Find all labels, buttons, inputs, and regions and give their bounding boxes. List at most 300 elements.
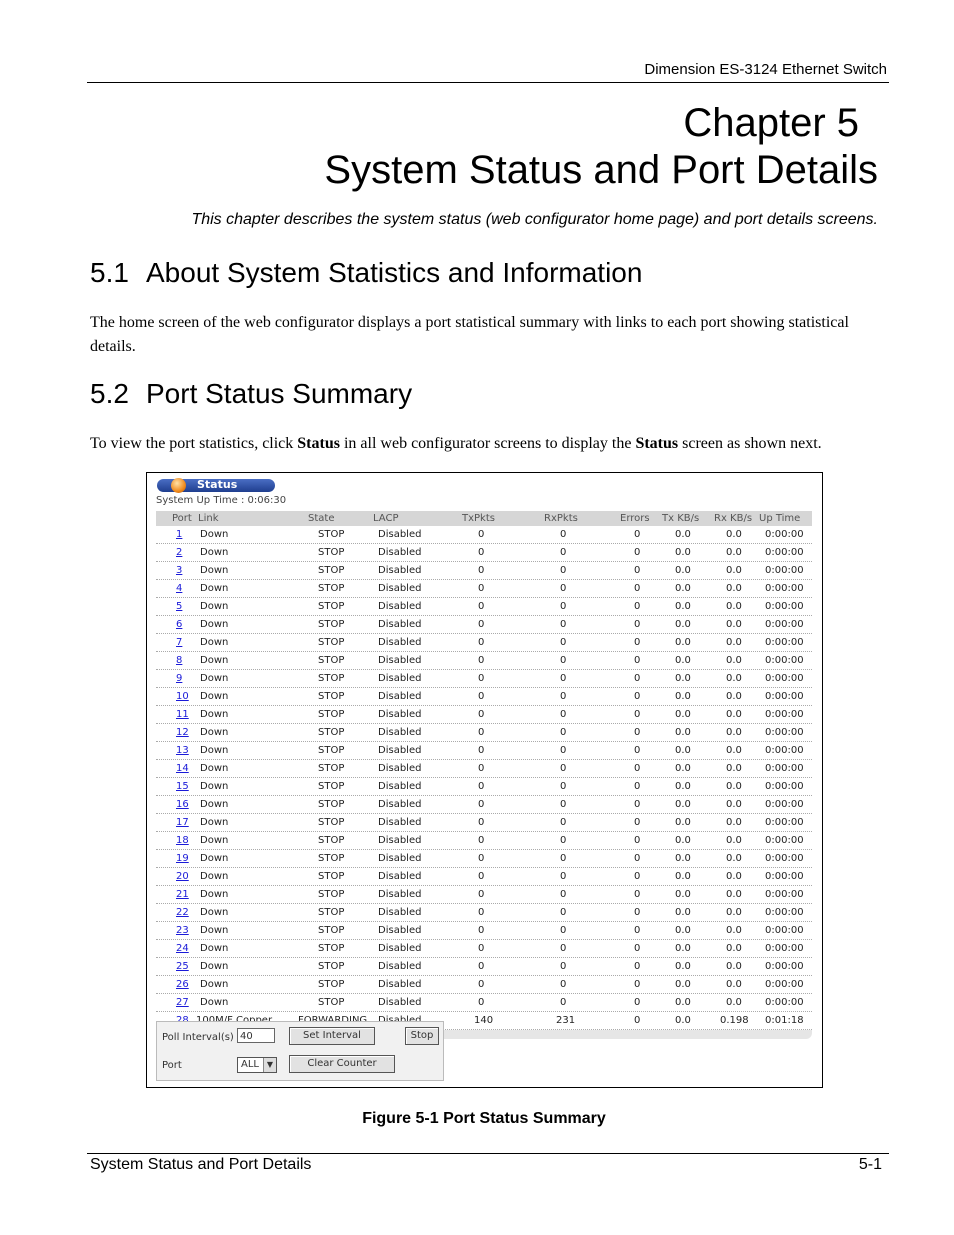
cell-lacp: Disabled — [378, 799, 422, 810]
cell-errors: 0 — [634, 817, 641, 828]
cell-tx-kbs: 0.0 — [675, 1015, 691, 1026]
cell-lacp: Disabled — [378, 925, 422, 936]
cell-uptime: 0:00:00 — [765, 655, 804, 666]
cell-tx-kbs: 0.0 — [675, 997, 691, 1008]
cell-link: Down — [200, 583, 229, 594]
status-screenshot — [146, 472, 823, 1088]
cell-state: STOP — [318, 673, 345, 684]
cell-tx-kbs: 0.0 — [675, 637, 691, 648]
cell-txpkts: 0 — [478, 817, 485, 828]
cell-link: Down — [200, 763, 229, 774]
port-link[interactable]: 19 — [176, 853, 189, 864]
cell-tx-kbs: 0.0 — [675, 979, 691, 990]
cell-errors: 0 — [634, 997, 641, 1008]
cell-state: STOP — [318, 781, 345, 792]
cell-link: Down — [200, 925, 229, 936]
section-5-2-paragraph — [90, 432, 870, 456]
cell-link: Down — [200, 529, 229, 540]
cell-link: Down — [200, 853, 229, 864]
cell-link: Down — [200, 745, 229, 756]
cell-link: Down — [200, 835, 229, 846]
cell-rxpkts: 0 — [560, 943, 567, 954]
cell-uptime: 0:00:00 — [765, 709, 804, 720]
cell-errors: 0 — [634, 907, 641, 918]
cell-errors: 0 — [634, 871, 641, 882]
table-row — [156, 670, 812, 688]
cell-tx-kbs: 0.0 — [675, 817, 691, 828]
cell-rx-kbs: 0.0 — [726, 727, 742, 738]
cell-link: Down — [200, 691, 229, 702]
table-row — [156, 886, 812, 904]
table-row — [156, 940, 812, 958]
cell-lacp: Disabled — [378, 709, 422, 720]
cell-errors: 0 — [634, 583, 641, 594]
port-link[interactable]: 15 — [176, 781, 189, 792]
cell-link: Down — [200, 565, 229, 576]
cell-uptime: 0:00:00 — [765, 529, 804, 540]
port-link[interactable]: 13 — [176, 745, 189, 756]
cell-txpkts: 0 — [478, 835, 485, 846]
cell-errors: 0 — [634, 835, 641, 846]
cell-rxpkts: 0 — [560, 619, 567, 630]
cell-uptime: 0:00:00 — [765, 943, 804, 954]
cell-txpkts: 0 — [478, 781, 485, 792]
cell-rx-kbs: 0.0 — [726, 943, 742, 954]
port-link[interactable]: 11 — [176, 709, 189, 720]
table-row — [156, 976, 812, 994]
cell-link: Down — [200, 619, 229, 630]
col-header-rxpkts: RxPkts — [544, 513, 578, 524]
table-row — [156, 724, 812, 742]
cell-errors: 0 — [634, 745, 641, 756]
cell-link: Down — [200, 943, 229, 954]
port-select[interactable] — [237, 1057, 277, 1073]
cell-state: STOP — [318, 871, 345, 882]
col-header-state: State — [308, 513, 335, 524]
cell-uptime: 0:00:00 — [765, 817, 804, 828]
cell-lacp: Disabled — [378, 961, 422, 972]
table-row — [156, 832, 812, 850]
para-bold: Status — [635, 435, 679, 452]
status-tab[interactable] — [157, 479, 275, 492]
port-link[interactable]: 27 — [176, 997, 189, 1008]
cell-state: STOP — [318, 637, 345, 648]
cell-uptime: 0:00:00 — [765, 673, 804, 684]
cell-uptime: 0:00:00 — [765, 619, 804, 630]
cell-rxpkts: 0 — [560, 583, 567, 594]
cell-tx-kbs: 0.0 — [675, 529, 691, 540]
cell-errors: 0 — [634, 547, 641, 558]
cell-uptime: 0:00:00 — [765, 745, 804, 756]
table-row — [156, 850, 812, 868]
cell-state: STOP — [318, 727, 345, 738]
table-row — [156, 706, 812, 724]
cell-txpkts: 0 — [478, 727, 485, 738]
col-header-tx-kbs: Tx KB/s — [662, 513, 700, 524]
cell-lacp: Disabled — [378, 601, 422, 612]
cell-rxpkts: 0 — [560, 817, 567, 828]
cell-rx-kbs: 0.0 — [726, 781, 742, 792]
cell-errors: 0 — [634, 565, 641, 576]
table-row — [156, 526, 812, 544]
cell-errors: 0 — [634, 691, 641, 702]
cell-txpkts: 0 — [478, 907, 485, 918]
cell-errors: 0 — [634, 889, 641, 900]
cell-txpkts: 0 — [478, 673, 485, 684]
cell-link: Down — [200, 637, 229, 648]
port-link[interactable]: 7 — [176, 637, 183, 648]
para-text: To view the port statistics, click — [90, 435, 298, 452]
set-interval-button[interactable]: Set Interval — [289, 1027, 375, 1045]
cell-errors: 0 — [634, 709, 641, 720]
port-status-table — [156, 511, 812, 1039]
cell-tx-kbs: 0.0 — [675, 853, 691, 864]
cell-txpkts: 0 — [478, 601, 485, 612]
cell-state: STOP — [318, 961, 345, 972]
cell-uptime: 0:00:00 — [765, 637, 804, 648]
cell-tx-kbs: 0.0 — [675, 763, 691, 774]
table-row — [156, 922, 812, 940]
cell-rx-kbs: 0.0 — [726, 583, 742, 594]
cell-rxpkts: 0 — [560, 565, 567, 576]
cell-uptime: 0:00:00 — [765, 763, 804, 774]
cell-rxpkts: 0 — [560, 763, 567, 774]
cell-tx-kbs: 0.0 — [675, 601, 691, 612]
cell-uptime: 0:00:00 — [765, 871, 804, 882]
header-rule — [87, 82, 889, 83]
port-link[interactable]: 8 — [176, 655, 183, 666]
cell-rxpkts: 0 — [560, 529, 567, 540]
cell-uptime: 0:00:00 — [765, 997, 804, 1008]
cell-txpkts: 0 — [478, 583, 485, 594]
cell-tx-kbs: 0.0 — [675, 799, 691, 810]
cell-rxpkts: 0 — [560, 673, 567, 684]
cell-state: STOP — [318, 745, 345, 756]
table-row — [156, 760, 812, 778]
cell-uptime: 0:00:00 — [765, 727, 804, 738]
table-row — [156, 796, 812, 814]
section-title: About System Statistics and Information — [146, 257, 643, 288]
cell-state: STOP — [318, 619, 345, 630]
port-link[interactable]: 26 — [176, 979, 189, 990]
cell-rxpkts: 0 — [560, 799, 567, 810]
cell-errors: 0 — [634, 961, 641, 972]
section-heading-5-1 — [90, 257, 642, 289]
cell-uptime: 0:00:00 — [765, 961, 804, 972]
table-row — [156, 958, 812, 976]
cell-txpkts: 0 — [478, 745, 485, 756]
cell-txpkts: 0 — [478, 799, 485, 810]
cell-rxpkts: 0 — [560, 889, 567, 900]
cell-lacp: Disabled — [378, 529, 422, 540]
cell-state: STOP — [318, 601, 345, 612]
port-link[interactable]: 14 — [176, 763, 189, 774]
cell-uptime: 0:00:00 — [765, 781, 804, 792]
cell-tx-kbs: 0.0 — [675, 619, 691, 630]
port-link[interactable]: 18 — [176, 835, 189, 846]
port-link[interactable]: 2 — [176, 547, 183, 558]
port-link[interactable]: 6 — [176, 619, 183, 630]
cell-uptime: 0:00:00 — [765, 601, 804, 612]
cell-link: Down — [200, 961, 229, 972]
cell-rx-kbs: 0.0 — [726, 673, 742, 684]
cell-uptime: 0:00:00 — [765, 907, 804, 918]
cell-tx-kbs: 0.0 — [675, 565, 691, 576]
table-row — [156, 814, 812, 832]
table-body — [156, 526, 812, 1030]
table-row — [156, 580, 812, 598]
cell-txpkts: 0 — [478, 637, 485, 648]
cell-tx-kbs: 0.0 — [675, 907, 691, 918]
page-number: 5-1 — [858, 1156, 882, 1173]
cell-errors: 0 — [634, 619, 641, 630]
table-row — [156, 778, 812, 796]
cell-errors: 0 — [634, 637, 641, 648]
section-heading-5-2 — [90, 378, 412, 410]
table-row — [156, 868, 812, 886]
cell-errors: 0 — [634, 673, 641, 684]
cell-txpkts: 0 — [478, 547, 485, 558]
col-header-rx-kbs: Rx KB/s — [714, 513, 753, 524]
cell-link: Down — [200, 979, 229, 990]
cell-lacp: Disabled — [378, 907, 422, 918]
cell-lacp: Disabled — [378, 727, 422, 738]
cell-rxpkts: 0 — [560, 547, 567, 558]
cell-txpkts: 0 — [478, 943, 485, 954]
cell-state: STOP — [318, 997, 345, 1008]
table-row — [156, 994, 812, 1012]
cell-link: Down — [200, 997, 229, 1008]
cell-rxpkts: 0 — [560, 601, 567, 612]
cell-rxpkts: 0 — [560, 691, 567, 702]
section-5-1-paragraph: The home screen of the web configurator displays a port statistical summary with links to each port showing statistical details. — [90, 314, 849, 355]
cell-rx-kbs: 0.0 — [726, 745, 742, 756]
cell-errors: 0 — [634, 979, 641, 990]
cell-rxpkts: 0 — [560, 997, 567, 1008]
para-text: screen as shown next. — [678, 435, 822, 452]
cell-uptime: 0:00:00 — [765, 853, 804, 864]
cell-rx-kbs: 0.0 — [726, 853, 742, 864]
cell-rx-kbs: 0.0 — [726, 979, 742, 990]
cell-rx-kbs: 0.0 — [726, 997, 742, 1008]
cell-state: STOP — [318, 709, 345, 720]
cell-rxpkts: 0 — [560, 709, 567, 720]
port-link[interactable]: 17 — [176, 817, 189, 828]
port-link[interactable]: 10 — [176, 691, 189, 702]
port-link[interactable]: 23 — [176, 925, 189, 936]
port-link[interactable]: 4 — [176, 583, 183, 594]
cell-tx-kbs: 0.0 — [675, 655, 691, 666]
cell-lacp: Disabled — [378, 853, 422, 864]
running-header: Dimension ES-3124 Ethernet Switch — [644, 61, 887, 78]
cell-rxpkts: 0 — [560, 925, 567, 936]
cell-rx-kbs: 0.0 — [726, 925, 742, 936]
cell-tx-kbs: 0.0 — [675, 871, 691, 882]
cell-link: Down — [200, 673, 229, 684]
cell-errors: 0 — [634, 529, 641, 540]
port-link[interactable]: 22 — [176, 907, 189, 918]
port-link[interactable]: 9 — [176, 673, 183, 684]
cell-rx-kbs: 0.0 — [726, 799, 742, 810]
cell-txpkts: 0 — [478, 997, 485, 1008]
controls-panel — [156, 1021, 444, 1081]
table-row — [156, 742, 812, 760]
cell-rx-kbs: 0.0 — [726, 619, 742, 630]
cell-errors: 0 — [634, 763, 641, 774]
col-header-errors: Errors — [620, 513, 650, 524]
cell-txpkts: 0 — [478, 979, 485, 990]
port-link[interactable]: 21 — [176, 889, 189, 900]
cell-state: STOP — [318, 799, 345, 810]
cell-state: STOP — [318, 943, 345, 954]
system-uptime: System Up Time : 0:06:30 — [156, 495, 287, 506]
cell-lacp: Disabled — [378, 565, 422, 576]
cell-errors: 0 — [634, 655, 641, 666]
cell-lacp: Disabled — [378, 655, 422, 666]
cell-tx-kbs: 0.0 — [675, 547, 691, 558]
cell-uptime: 0:00:00 — [765, 889, 804, 900]
cell-rxpkts: 0 — [560, 637, 567, 648]
table-row — [156, 616, 812, 634]
cell-rxpkts: 0 — [560, 835, 567, 846]
cell-lacp: Disabled — [378, 745, 422, 756]
cell-tx-kbs: 0.0 — [675, 961, 691, 972]
cell-link: Down — [200, 871, 229, 882]
cell-rx-kbs: 0.0 — [726, 601, 742, 612]
cell-state: STOP — [318, 547, 345, 558]
cell-rx-kbs: 0.0 — [726, 709, 742, 720]
port-link[interactable]: 20 — [176, 871, 189, 882]
chapter-number: Chapter 5 — [683, 101, 859, 145]
cell-rx-kbs: 0.0 — [726, 655, 742, 666]
cell-uptime: 0:01:18 — [765, 1015, 804, 1026]
table-row — [156, 904, 812, 922]
cell-tx-kbs: 0.0 — [675, 583, 691, 594]
cell-state: STOP — [318, 907, 345, 918]
port-link[interactable]: 25 — [176, 961, 189, 972]
col-header-port: Port — [172, 513, 192, 524]
cell-rxpkts: 0 — [560, 871, 567, 882]
port-select-value: ALL — [241, 1059, 259, 1070]
cell-state: STOP — [318, 817, 345, 828]
cell-uptime: 0:00:00 — [765, 565, 804, 576]
cell-link: Down — [200, 709, 229, 720]
cell-state: STOP — [318, 583, 345, 594]
cell-lacp: Disabled — [378, 943, 422, 954]
cell-txpkts: 0 — [478, 889, 485, 900]
footer-rule — [87, 1153, 889, 1154]
cell-lacp: Disabled — [378, 979, 422, 990]
cell-rx-kbs: 0.0 — [726, 691, 742, 702]
cell-txpkts: 0 — [478, 763, 485, 774]
cell-txpkts: 0 — [478, 619, 485, 630]
cell-state: STOP — [318, 565, 345, 576]
col-header-txpkts: TxPkts — [462, 513, 495, 524]
para-bold: Status — [297, 435, 340, 452]
cell-tx-kbs: 0.0 — [675, 889, 691, 900]
section-title: Port Status Summary — [146, 378, 413, 409]
cell-tx-kbs: 0.0 — [675, 673, 691, 684]
port-link[interactable]: 5 — [176, 601, 183, 612]
cell-rxpkts: 0 — [560, 907, 567, 918]
footer-chapter-title: System Status and Port Details — [90, 1156, 312, 1173]
cell-rx-kbs: 0.0 — [726, 961, 742, 972]
cell-rxpkts: 0 — [560, 727, 567, 738]
cell-txpkts: 0 — [478, 565, 485, 576]
cell-txpkts: 0 — [478, 925, 485, 936]
cell-errors: 0 — [634, 925, 641, 936]
cell-tx-kbs: 0.0 — [675, 727, 691, 738]
cell-lacp: Disabled — [378, 619, 422, 630]
cell-link: Down — [200, 727, 229, 738]
cell-lacp: Disabled — [378, 583, 422, 594]
port-link[interactable]: 3 — [176, 565, 183, 576]
cell-lacp: Disabled — [378, 817, 422, 828]
cell-uptime: 0:00:00 — [765, 691, 804, 702]
cell-tx-kbs: 0.0 — [675, 835, 691, 846]
cell-errors: 0 — [634, 781, 641, 792]
poll-interval-input[interactable]: 40 — [237, 1028, 275, 1043]
cell-lacp: Disabled — [378, 691, 422, 702]
port-link[interactable]: 24 — [176, 943, 189, 954]
cell-txpkts: 0 — [478, 853, 485, 864]
cell-tx-kbs: 0.0 — [675, 691, 691, 702]
cell-state: STOP — [318, 655, 345, 666]
cell-errors: 0 — [634, 601, 641, 612]
cell-errors: 0 — [634, 943, 641, 954]
cell-rxpkts: 231 — [556, 1015, 576, 1026]
cell-state: STOP — [318, 763, 345, 774]
port-link[interactable]: 16 — [176, 799, 189, 810]
cell-rx-kbs: 0.0 — [726, 907, 742, 918]
cell-txpkts: 0 — [478, 529, 485, 540]
cell-rx-kbs: 0.0 — [726, 817, 742, 828]
poll-interval-label: Poll Interval(s) — [162, 1032, 234, 1043]
col-header-lacp: LACP — [373, 513, 399, 524]
clear-counter-button[interactable]: Clear Counter — [289, 1055, 395, 1073]
section-number: 5.1 — [90, 257, 129, 288]
col-header-uptime: Up Time — [759, 513, 801, 524]
status-tab-label: Status — [197, 478, 238, 491]
cell-txpkts: 0 — [478, 871, 485, 882]
cell-txpkts: 0 — [478, 961, 485, 972]
cell-uptime: 0:00:00 — [765, 547, 804, 558]
port-link[interactable]: 1 — [176, 529, 183, 540]
cell-state: STOP — [318, 529, 345, 540]
cell-link: Down — [200, 907, 229, 918]
cell-state: STOP — [318, 925, 345, 936]
cell-lacp: Disabled — [378, 637, 422, 648]
section-number: 5.2 — [90, 378, 129, 409]
cell-state: STOP — [318, 835, 345, 846]
table-row — [156, 598, 812, 616]
table-header — [156, 511, 812, 526]
cell-link: Down — [200, 781, 229, 792]
table-row — [156, 544, 812, 562]
table-row — [156, 562, 812, 580]
cell-state: STOP — [318, 889, 345, 900]
cell-rxpkts: 0 — [560, 853, 567, 864]
stop-button[interactable]: Stop — [405, 1027, 439, 1045]
table-row — [156, 634, 812, 652]
cell-lacp: Disabled — [378, 871, 422, 882]
cell-rxpkts: 0 — [560, 781, 567, 792]
cell-uptime: 0:00:00 — [765, 799, 804, 810]
cell-link: Down — [200, 601, 229, 612]
port-link[interactable]: 12 — [176, 727, 189, 738]
cell-rx-kbs: 0.0 — [726, 637, 742, 648]
port-label: Port — [162, 1060, 182, 1071]
